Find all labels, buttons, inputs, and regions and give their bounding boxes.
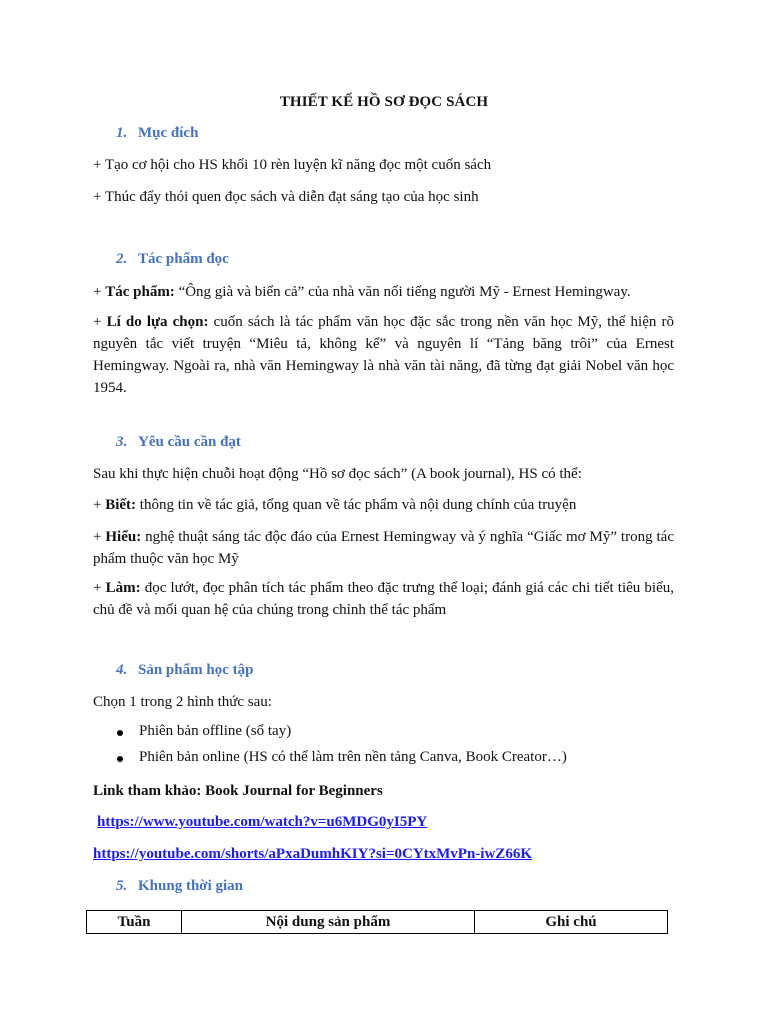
paragraph-know	[93, 494, 674, 516]
item-prefix: +	[93, 284, 106, 300]
paragraph-do	[93, 577, 674, 621]
item-label: Tác phẩm:	[105, 284, 175, 300]
paragraph: + Tạo cơ hội cho HS khối 10 rèn luyện kĩ năng đọc một cuốn sách	[93, 157, 492, 173]
item-prefix: +	[93, 529, 106, 545]
column-header-week: Tuần	[87, 911, 182, 934]
item-label: Biết:	[105, 497, 137, 513]
item-label: Làm:	[105, 580, 141, 596]
timeline-table	[86, 910, 668, 934]
paragraph-reason	[93, 311, 674, 399]
section-number: 4.	[116, 662, 128, 678]
paragraph-choose: Chọn 1 trong 2 hình thức sau:	[93, 694, 272, 710]
section-number: 5.	[116, 878, 128, 894]
bullet-dot	[117, 756, 123, 762]
section-title: Yêu cầu cần đạt	[138, 434, 241, 450]
section-heading-purpose	[116, 125, 198, 142]
section-heading-reading-work	[116, 251, 229, 268]
section-number: 3.	[116, 434, 128, 450]
section-number: 1.	[116, 125, 128, 141]
item-text: “Ông già và biển cả” của nhà văn nổi tiếng người Mỹ - Ernest Hemingway.	[174, 284, 631, 300]
item-prefix: +	[93, 497, 106, 513]
section-title: Mục đích	[138, 125, 199, 141]
document-title: THIẾT KẾ HỒ SƠ ĐỌC SÁCH	[279, 94, 489, 110]
section-title: Tác phẩm đọc	[138, 251, 229, 267]
paragraph-intro: Sau khi thực hiện chuỗi hoạt động “Hồ sơ đọc sách” (A book journal), HS có thể:	[93, 466, 582, 482]
item-label: Lí do lựa chọn:	[106, 314, 209, 330]
section-number: 2.	[116, 251, 128, 267]
bullet-dot	[117, 730, 123, 736]
list-item-text: Phiên bản online (HS có thể làm trên nền tảng Canva, Book Creator…)	[139, 749, 567, 765]
item-prefix: +	[93, 314, 107, 330]
section-title: Sản phẩm học tập	[138, 662, 254, 678]
paragraph: + Thúc đẩy thói quen đọc sách và diễn đạt sáng tạo của học sinh	[93, 189, 479, 205]
section-title: Khung thời gian	[138, 878, 244, 894]
item-text: thông tin về tác giả, tổng quan về tác phẩm và nội dung chính của truyện	[136, 497, 577, 513]
table-header-row	[87, 911, 668, 934]
paragraph-understand	[93, 526, 674, 570]
paragraph-work	[93, 281, 674, 303]
section-heading-product	[116, 662, 253, 679]
item-text: cuốn sách là tác phẩm văn học đặc sắc trong nền văn học Mỹ, thể hiện rõ nguyên tắc viết truyện “Miêu tả, không kể” và nguyên lí “Tảng băng trôi” của Ernest Hemingway. Ngoài ra, nhà văn Hemingway là nhà văn tài năng, đã từng đạt giải Nobel văn học 1954.	[93, 314, 674, 396]
reference-link-youtube-shorts[interactable]: https://youtube.com/shorts/aPxaDumhKIY?si=0CYtxMvPn-iwZ66K	[93, 846, 532, 862]
item-prefix: +	[93, 580, 106, 596]
reference-label: Link tham khảo: Book Journal for Beginners	[93, 783, 383, 799]
list-item-text: Phiên bản offline (sổ tay)	[139, 723, 292, 739]
item-text: đọc lướt, đọc phân tích tác phẩm theo đặc trưng thể loại; đánh giá các chi tiết tiêu biểu, chủ đề và mối quan hệ của chúng trong chỉnh thể tác phẩm	[93, 580, 674, 618]
section-heading-timeline	[116, 878, 243, 895]
item-label: Hiểu:	[105, 529, 142, 545]
column-header-content: Nội dung sản phẩm	[182, 911, 475, 934]
column-header-notes: Ghi chú	[475, 911, 668, 934]
reference-link-youtube-watch[interactable]: https://www.youtube.com/watch?v=u6MDG0yI5PY	[97, 814, 428, 830]
item-text: nghệ thuật sáng tác độc đáo của Ernest Hemingway và ý nghĩa “Giấc mơ Mỹ” trong tác phẩm thuộc văn học Mỹ	[93, 529, 674, 567]
section-heading-requirements	[116, 434, 241, 451]
